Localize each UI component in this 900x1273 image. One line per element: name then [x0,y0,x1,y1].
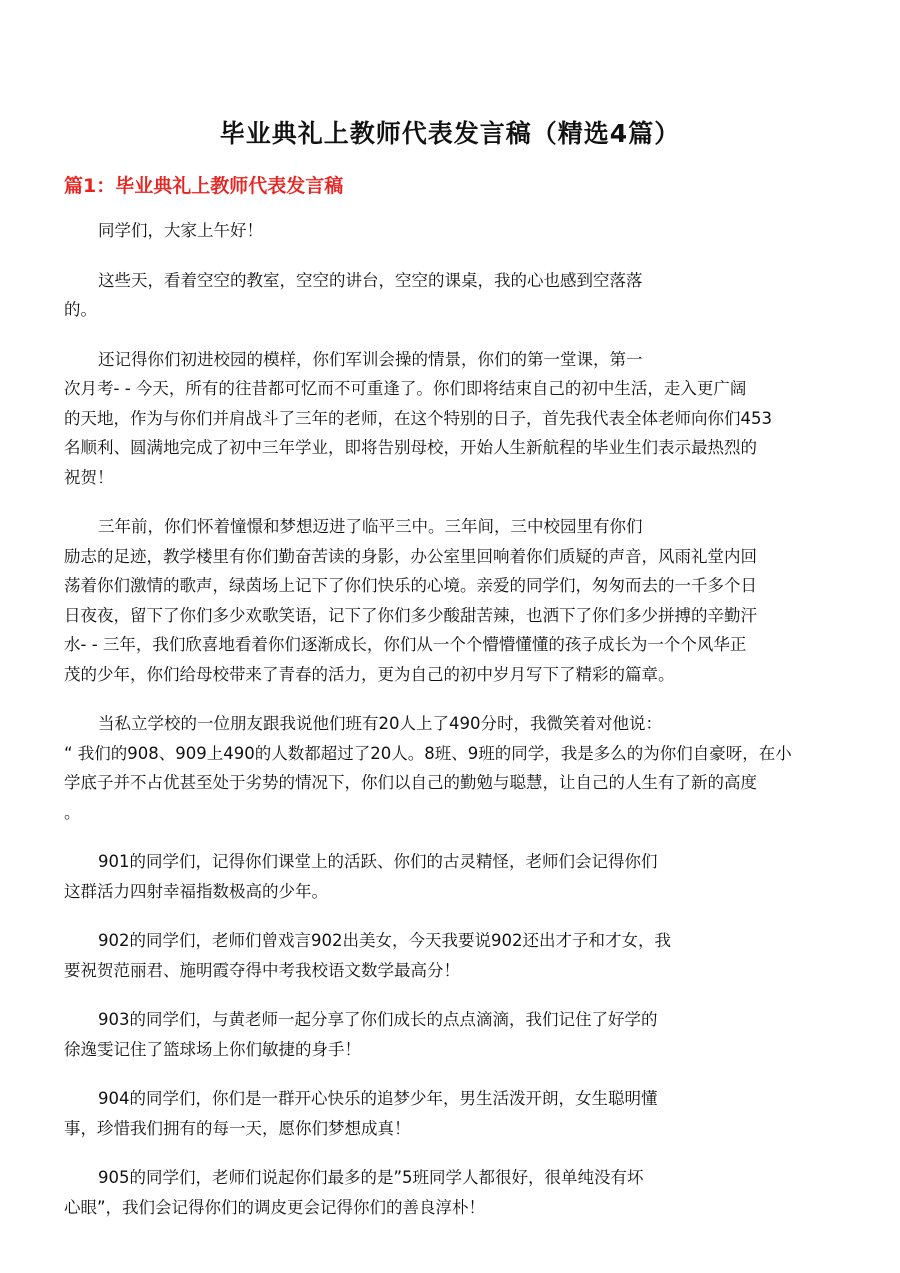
paragraph-line: 901的同学们，记得你们课堂上的活跃、你们的古灵精怪，老师们会记得你们 [98,852,658,871]
paragraph-line: 当私立学校的一位朋友跟我说他们班有20人上了490分时，我微笑着对他说： [98,714,662,733]
paragraph-line: 水- - 三年，我们欣喜地看着你们逐渐成长，你们从一个个懵懵懂懂的孩子成长为一个个风华正 [64,635,747,654]
paragraph [64,1084,844,1143]
paragraph-line: 荡着你们激情的歌声，绿茵场上记下了你们快乐的心境。亲爱的同学们，匆匆而去的一千多个日 [64,576,757,595]
paragraph-line: 三年前，你们怀着憧憬和梦想迈进了临平三中。三年间，三中校园里有你们 [98,517,643,536]
paragraph-line: 的天地，作为与你们并肩战斗了三年的老师，在这个特别的日子，首先我代表全体老师向你们453 [64,408,772,428]
paragraph-line: 的。 [64,300,97,319]
paragraph-line: 这群活力四射幸福指数极高的少年。 [64,881,328,901]
paragraph [64,216,844,246]
paragraph-line: 徐逸雯记住了篮球场上你们敏捷的身手！ [64,1039,361,1059]
paragraph-line: 事，珍惜我们拥有的每一天，愿你们梦想成真！ [64,1118,411,1138]
paragraph-line: 要祝贺范丽君、施明霞夺得中考我校语文数学最高分！ [64,960,460,980]
paragraph [64,1005,844,1064]
paragraph-line: 祝贺！ [64,467,114,487]
paragraph-line: 日夜夜，留下了你们多少欢歌笑语，记下了你们多少酸甜苦辣，也洒下了你们多少拼搏的辛勤汗 [64,605,757,625]
paragraph [64,266,844,325]
paragraph [64,1163,844,1222]
paragraph [64,709,844,827]
paragraph-line: 心眼”，我们会记得你们的调皮更会记得你们的善良淳朴！ [64,1197,486,1217]
paragraph [64,926,844,985]
document-title: 毕业典礼上教师代表发言稿（精选4篇） [219,119,681,148]
paragraph [64,847,844,906]
paragraph-line: 励志的足迹，教学楼里有你们勤奋苦读的身影，办公室里回响着你们质疑的声音，风雨礼堂内回 [64,546,757,566]
paragraph-line: 905的同学们，老师们说起你们最多的是”5班同学人都很好，很单纯没有坏 [98,1168,644,1187]
paragraph [64,512,844,689]
paragraph [64,345,844,493]
paragraph-line: 904的同学们，你们是一群开心快乐的追梦少年，男生活泼开朗，女生聪明懂 [98,1089,658,1108]
paragraph-line: 名顺利、圆满地完成了初中三年学业，即将告别母校，开始人生新航程的毕业生们表示最热烈的 [64,438,757,457]
paragraph-line: 茂的少年，你们给母校带来了青春的活力，更为自己的初中岁月写下了精彩的篇章。 [64,664,675,684]
paragraph-line: 902的同学们，老师们曾戏言902出美女，今天我要说902还出才子和才女，我 [98,931,671,950]
document-body [64,216,844,1242]
paragraph-line: “ 我们的908、909上490的人数都超过了20人。8班、9班的同学，我是多么的为你们自豪呀，在小 [64,743,792,763]
paragraph-line: 学底子并不占优甚至处于劣势的情况下，你们以自己的勤勉与聪慧，让自己的人生有了新的高度 [64,773,757,792]
paragraph-line: 次月考- - 今天，所有的往昔都可忆而不可重逢了。你们即将结束自己的初中生活，走入更广阔 [64,379,747,398]
paragraph-line: 这些天，看着空空的教室，空空的讲台，空空的课桌，我的心也感到空落落 [98,270,643,290]
paragraph-line: 还记得你们初进校园的模样，你们军训会操的情景，你们的第一堂课，第一 [98,349,643,369]
paragraph-line: 903的同学们，与黄老师一起分享了你们成长的点点滴滴，我们记住了好学的 [98,1010,658,1029]
paragraph-line: 同学们，大家上午好！ [98,221,263,240]
section-heading: 篇1：毕业典礼上教师代表发言稿 [64,175,344,197]
paragraph-line: 。 [64,802,81,822]
